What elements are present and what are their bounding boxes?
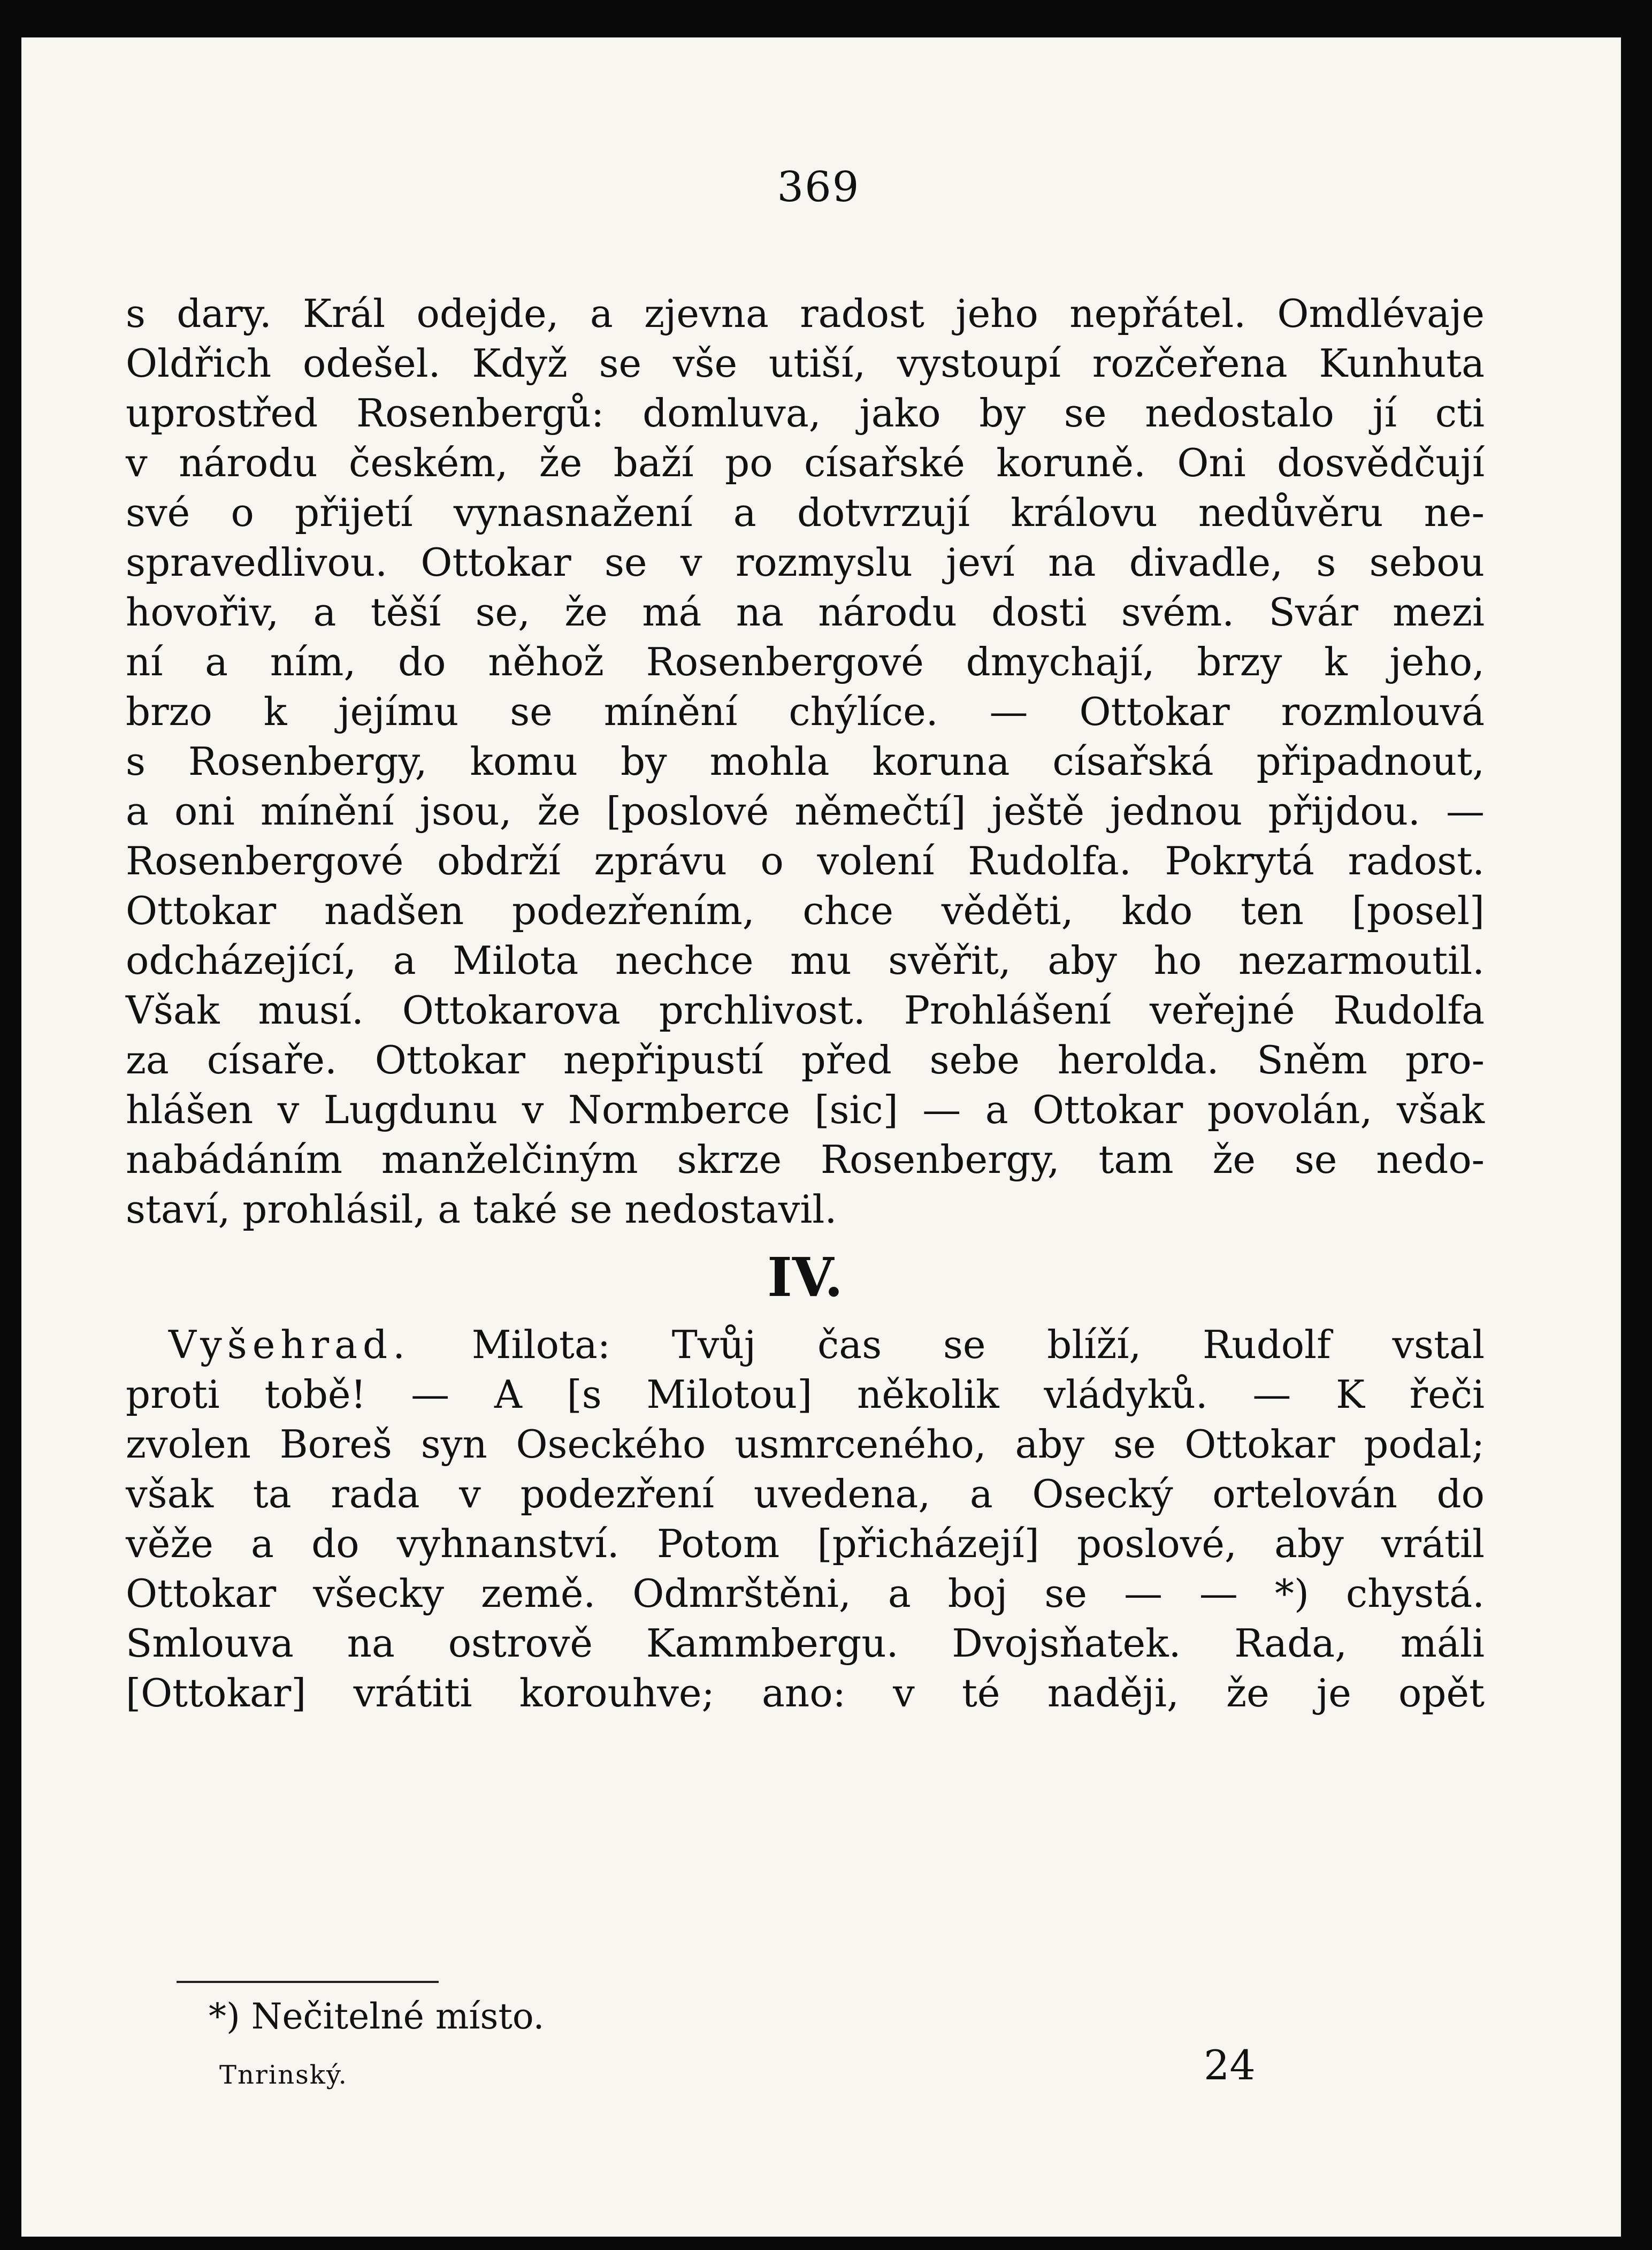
footnote: *) Nečitelné místo. <box>209 1996 545 2037</box>
text-line: Rosenbergové obdrží zprávu o volení Rudolfa. Pokrytá radost. <box>126 838 1485 883</box>
text-line: s dary. Král odejde, a zjevna radost jeho nepřátel. Omdlévaje <box>126 291 1485 336</box>
text-line: Ottokar nadšen podezřením, chce věděti, kdo ten [posel] <box>126 888 1485 933</box>
text-line: však ta rada v podezření uvedena, a Osecký ortelován do <box>126 1471 1485 1516</box>
text-line: své o přijetí vynasnažení a dotvrzují královu nedůvěru ne- <box>126 490 1485 535</box>
paragraph-1 <box>126 289 1485 1234</box>
text-line: Smlouva na ostrově Kammbergu. Dvojsňatek. Rada, máli <box>126 1621 1485 1666</box>
page-number: 369 <box>777 163 860 211</box>
text-line: spravedlivou. Ottokar se v rozmyslu jeví na divadle, s sebou <box>126 540 1485 585</box>
text-line: odcházející, a Milota nechce mu svěřit, aby ho nezarmoutil. <box>126 938 1485 983</box>
text-line: Však musí. Ottokarova prchlivost. Prohlášení veřejné Rudolfa <box>126 988 1485 1033</box>
text-line <box>126 1320 1485 1370</box>
text-line: nabádáním manželčiným skrze Rosenbergy, tam že se nedo- <box>126 1137 1485 1182</box>
text-line: Ottokar všecky země. Odmrštěni, a boj se — — *) chystá. <box>126 1571 1485 1616</box>
book-page <box>21 37 1621 2237</box>
text-line: Oldřich odešel. Když se vše utiší, vystoupí rozčeřena Kunhuta <box>126 341 1485 386</box>
text-line: hlášen v Lugdunu v Normberce [sic] — a Ottokar povolán, však <box>126 1087 1485 1132</box>
text-line: za císaře. Ottokar nepřipustí před sebe herolda. Sněm pro- <box>126 1038 1485 1082</box>
text-line: proti tobě! — A [s Milotou] několik vládyků. — K řeči <box>126 1372 1485 1417</box>
text-line: staví, prohlásil, a také se nedostavil. <box>126 1187 837 1232</box>
footnote-rule <box>177 1981 439 1983</box>
place-name: Vyšehrad. <box>169 1322 411 1367</box>
section-heading: IV. <box>767 1246 843 1309</box>
text-line: a oni mínění jsou, že [poslové němečtí] ještě jednou přijdou. — <box>126 789 1485 834</box>
text-line: hovořiv, a těší se, že má na národu dosti svém. Svár mezi <box>126 590 1485 635</box>
text-line: s Rosenbergy, komu by mohla koruna císařská připadnout, <box>126 739 1485 784</box>
text-line: věže a do vyhnanství. Potom [přicházejí] poslové, aby vrátil <box>126 1521 1485 1566</box>
text-line: ní a ním, do něhož Rosenbergové dmychají, brzy k jeho, <box>126 639 1485 684</box>
paragraph-2 <box>126 1320 1485 1718</box>
sheet-number: 24 <box>1204 2041 1256 2089</box>
printer-signature: Tnrinský. <box>219 2060 348 2090</box>
line-rest: Milota: Tvůj čas se blíží, Rudolf vstal <box>471 1322 1485 1367</box>
text-line: uprostřed Rosenbergů: domluva, jako by se nedostalo jí cti <box>126 391 1485 436</box>
text-line: zvolen Boreš syn Oseckého usmrceného, aby se Ottokar podal; <box>126 1422 1485 1467</box>
text-line: [Ottokar] vrátiti korouhve; ano: v té naději, že je opět <box>126 1671 1485 1715</box>
text-line: v národu českém, že baží po císařské koruně. Oni dosvědčují <box>126 440 1485 485</box>
body-text <box>126 289 1485 1718</box>
text-line: brzo k jejímu se mínění chýlíce. — Ottokar rozmlouvá <box>126 689 1485 734</box>
